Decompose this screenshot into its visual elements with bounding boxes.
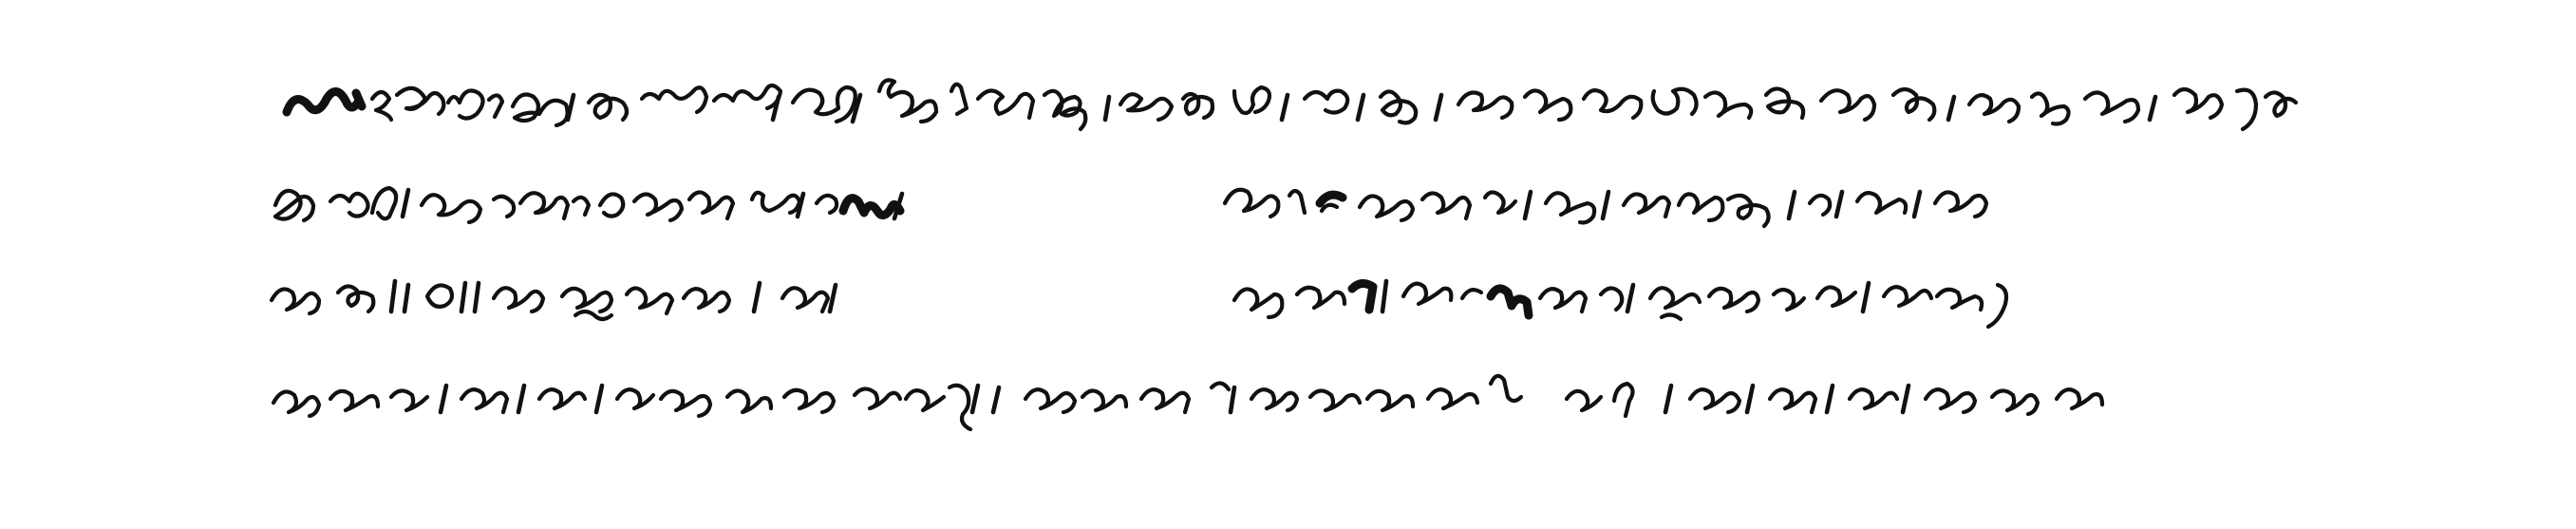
- manuscript-line-1: [287, 80, 2296, 129]
- manuscript-line-4: [273, 376, 2102, 429]
- manuscript-line-3: [272, 281, 2006, 327]
- manuscript-line-2: [275, 188, 1986, 226]
